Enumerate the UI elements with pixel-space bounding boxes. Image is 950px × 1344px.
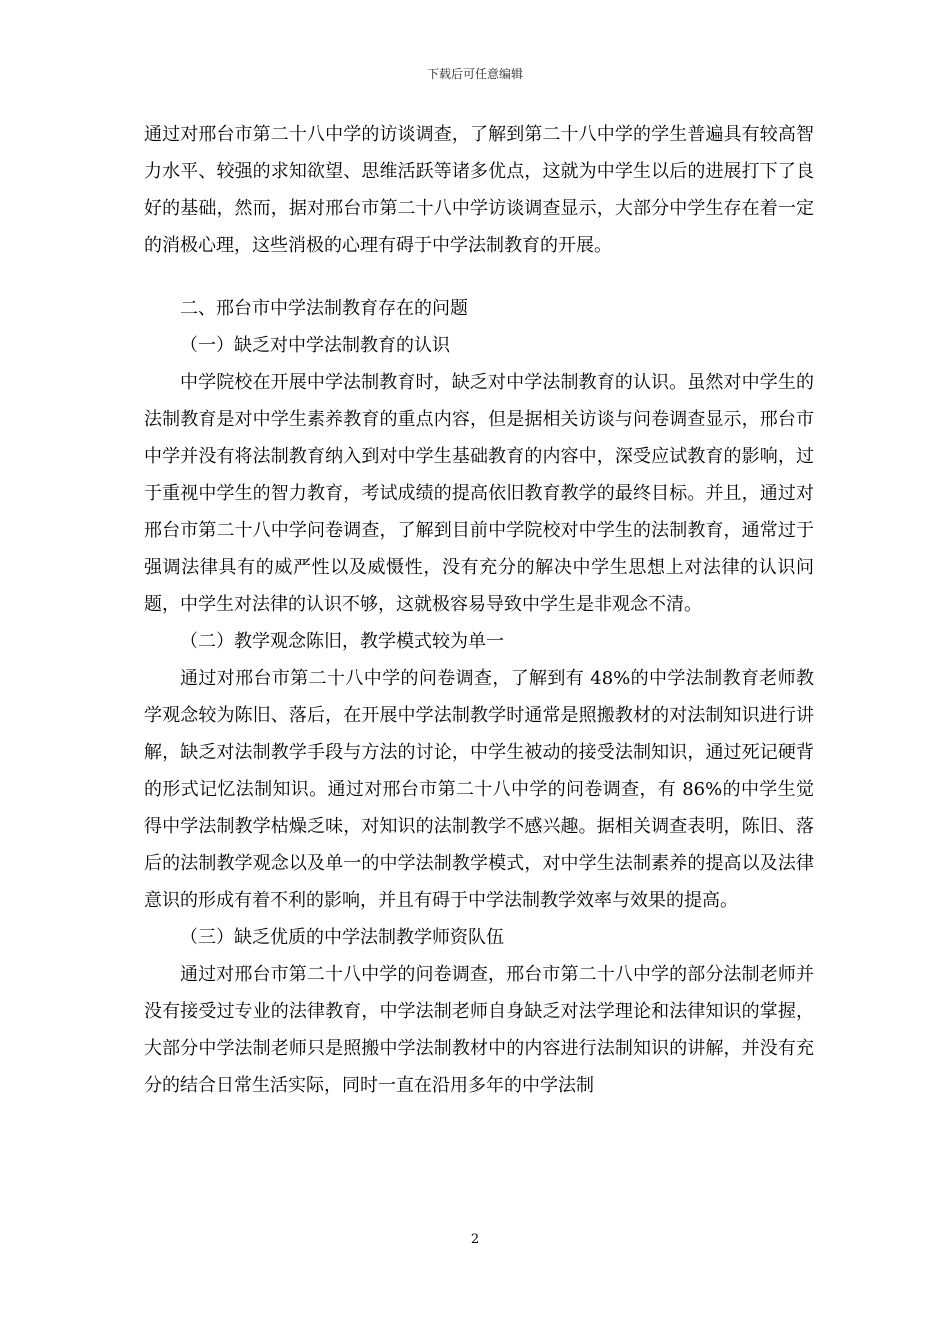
subsection-heading-3: （三）缺乏优质的中学法制教学师资队伍 [180, 927, 504, 948]
section-gap [144, 264, 814, 290]
section-heading: 二、邢台市中学法制教育存在的问题 [180, 298, 468, 319]
paragraph-intro: 通过对邢台市第二十八中学的访谈调查，了解到第二十八中学的学生普遍具有较高智力水平、较强的求知欲望、思维活跃等诸多优点，这就为中学生以后的进展打下了良好的基础，然而，据对邢台市第二十八中学访谈调查显示，大部分中学生存在着一定的消极心理，这些消极的心理有碍于中学法制教育的开展。 [144, 124, 814, 256]
page-header: 下载后可任意编辑 [426, 67, 523, 81]
page-number: 2 [470, 1232, 480, 1247]
paragraph-awareness: 中学院校在开展中学法制教育时，缺乏对中学法制教育的认识。虽然对中学生的法制教育是对中学生素养教育的重点内容，但是据相关访谈与问卷调查显示，邢台市中学并没有将法制教育纳入到对中学生基础教育的内容中，深受应试教育的影响，过于重视中学生的智力教育，考试成绩的提高依旧教育教学的最终目标。并且，通过对邢台市第二十八中学问卷调查，了解到目前中学院校对中学生的法制教育，通常过于强调法律具有的威严性以及威慑性，没有充分的解决中学生思想上对法律的认识问题，中学生对法律的认识不够，这就极容易导致中学生是非观念不清。 [144, 372, 814, 615]
paragraph-teacher-team: 通过对邢台市第二十八中学的问卷调查，邢台市第二十八中学的部分法制老师并没有接受过专业的法律教育，中学法制老师自身缺乏对法学理论和法律知识的掌握，大部分中学法制老师只是照搬中学法制教材中的内容进行法制知识的讲解，并没有充分的结合日常生活实际，同时一直在沿用多年的中学法制 [144, 964, 814, 1096]
document-body [144, 116, 814, 1104]
subsection-heading-2: （二）教学观念陈旧，教学模式较为单一 [180, 631, 504, 652]
paragraph-teaching-concept: 通过对邢台市第二十八中学的问卷调查，了解到有 48%的中学法制教育老师教学观念较为陈旧、落后，在开展中学法制教学时通常是照搬教材的对法制知识进行讲解，缺乏对法制教学手段与方法的讨论，中学生被动的接受法制知识，通过死记硬背的形式记忆法制知识。通过对邢台市第二十八中学的问卷调查，有 86%的中学生觉得中学法制教学枯燥乏味，对知识的法制教学不感兴趣。据相关调查表明，陈旧、落后的法制教学观念以及单一的中学法制教学模式，对中学生法制素养的提高以及法律意识的形成有着不利的影响，并且有碍于中学法制教学效率与效果的提高。 [144, 668, 814, 911]
subsection-heading-1: （一）缺乏对中学法制教育的认识 [180, 335, 450, 356]
